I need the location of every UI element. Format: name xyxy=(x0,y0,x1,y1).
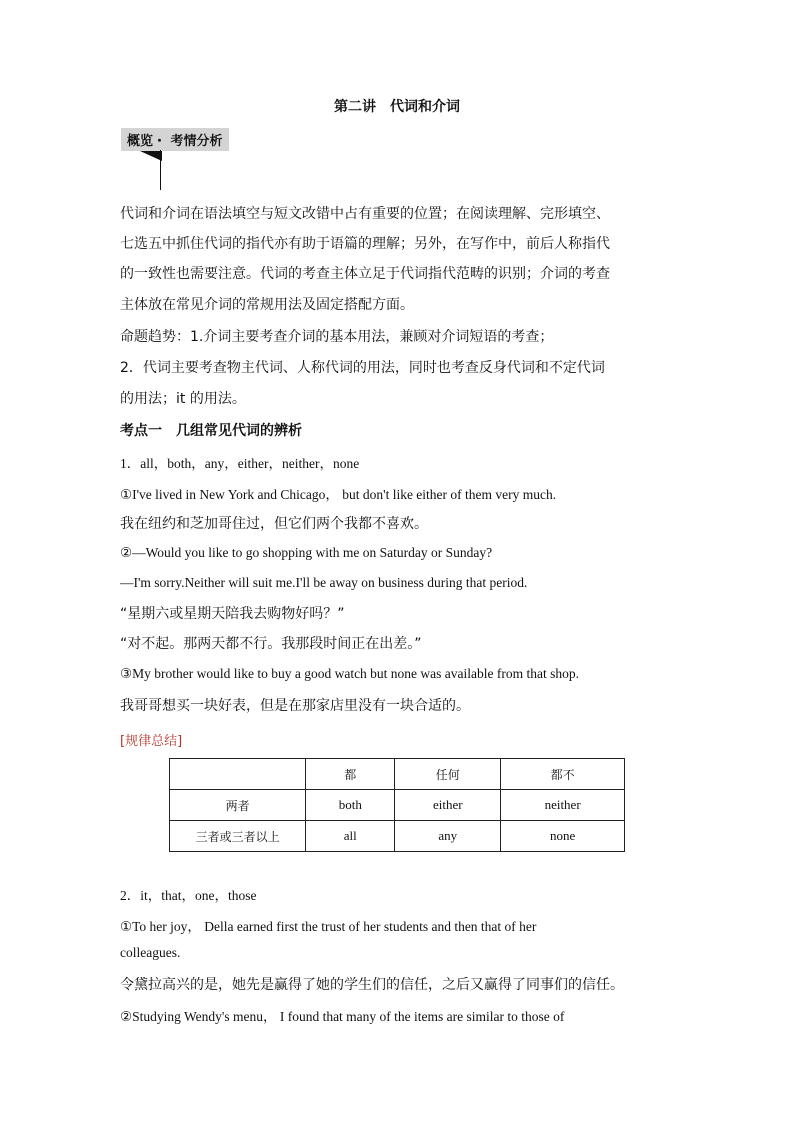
rule-summary-table xyxy=(169,758,625,852)
group1-heading: 1．all，both，any，either，neither，none xyxy=(120,456,360,471)
example2-english-answer: —I'm sorry.Neither will suit me.I'll be away on business during that period. xyxy=(120,575,528,590)
example4-chinese: 令黛拉高兴的是，她先是赢得了她的学生们的信任，之后又赢得了同事们的信任。 xyxy=(120,977,624,993)
table-cell: 三者或三者以上 xyxy=(170,821,306,852)
table-cell: 两者 xyxy=(170,790,306,821)
table-row xyxy=(170,821,625,852)
trend-line-3: 的用法；it 的用法。 xyxy=(120,391,246,407)
trend-line-2: 2．代词主要考查物主代词、人称代词的用法，同时也考查反身代词和不定代词 xyxy=(120,360,605,376)
example1-english: ①I've lived in New York and Chicago， but don't like either of them very much. xyxy=(120,487,557,502)
example4-english-line1: ①To her joy， Della earned first the trust of her students and then that of her xyxy=(120,919,537,934)
example2-chinese-question: “星期六或星期天陪我去购物好吗？” xyxy=(120,606,345,622)
intro-line-3: 的一致性也需要注意。代词的考查主体立足于代词指代范畴的识别；介词的考查 xyxy=(120,266,610,282)
trend-line-1: 命题趋势：1.介词主要考查介词的基本用法，兼顾对介词短语的考查； xyxy=(120,329,554,345)
badge-connector-line xyxy=(160,150,161,190)
table-cell: any xyxy=(395,821,501,852)
example3-english: ③My brother would like to buy a good watch but none was available from that shop. xyxy=(120,666,580,681)
table-cell: neither xyxy=(501,790,625,821)
intro-line-4: 主体放在常见介词的常规用法及固定搭配方面。 xyxy=(120,297,414,313)
table-header-cell: 任何 xyxy=(395,759,501,790)
example1-chinese: 我在纽约和芝加哥住过，但它们两个我都不喜欢。 xyxy=(120,516,428,532)
table-header-cell: 都 xyxy=(306,759,395,790)
table-header-row xyxy=(170,759,625,790)
section-heading: 考点一 几组常见代词的辨析 xyxy=(120,423,302,439)
table-header-cell xyxy=(170,759,306,790)
page-title: 第二讲 代词和介词 xyxy=(334,99,460,115)
group2-heading: 2．it，that，one，those xyxy=(120,888,257,903)
example2-english-question: ②—Would you like to go shopping with me on Saturday or Sunday? xyxy=(120,545,493,560)
example3-chinese: 我哥哥想买一块好表，但是在那家店里没有一块合适的。 xyxy=(120,698,470,714)
intro-line-1: 代词和介词在语法填空与短文改错中占有重要的位置；在阅读理解、完形填空、 xyxy=(120,206,610,222)
example2-chinese-answer: “对不起。那两天都不行。我那段时间正在出差。” xyxy=(120,636,422,652)
overview-badge: 概览・ 考情分析 xyxy=(121,128,229,151)
table-header-cell: 都不 xyxy=(501,759,625,790)
badge-pointer-icon xyxy=(140,151,162,161)
example5-english: ②Studying Wendy's menu， I found that many of the items are similar to those of xyxy=(120,1009,565,1024)
table-cell: all xyxy=(306,821,395,852)
summary-label: [规律总结] xyxy=(120,734,183,749)
intro-line-2: 七选五中抓住代词的指代亦有助于语篇的理解；另外，在写作中，前后人称指代 xyxy=(120,236,610,252)
table-row xyxy=(170,790,625,821)
table-cell: either xyxy=(395,790,501,821)
table-cell: none xyxy=(501,821,625,852)
table-cell: both xyxy=(306,790,395,821)
example4-english-line2: colleagues. xyxy=(120,945,181,960)
